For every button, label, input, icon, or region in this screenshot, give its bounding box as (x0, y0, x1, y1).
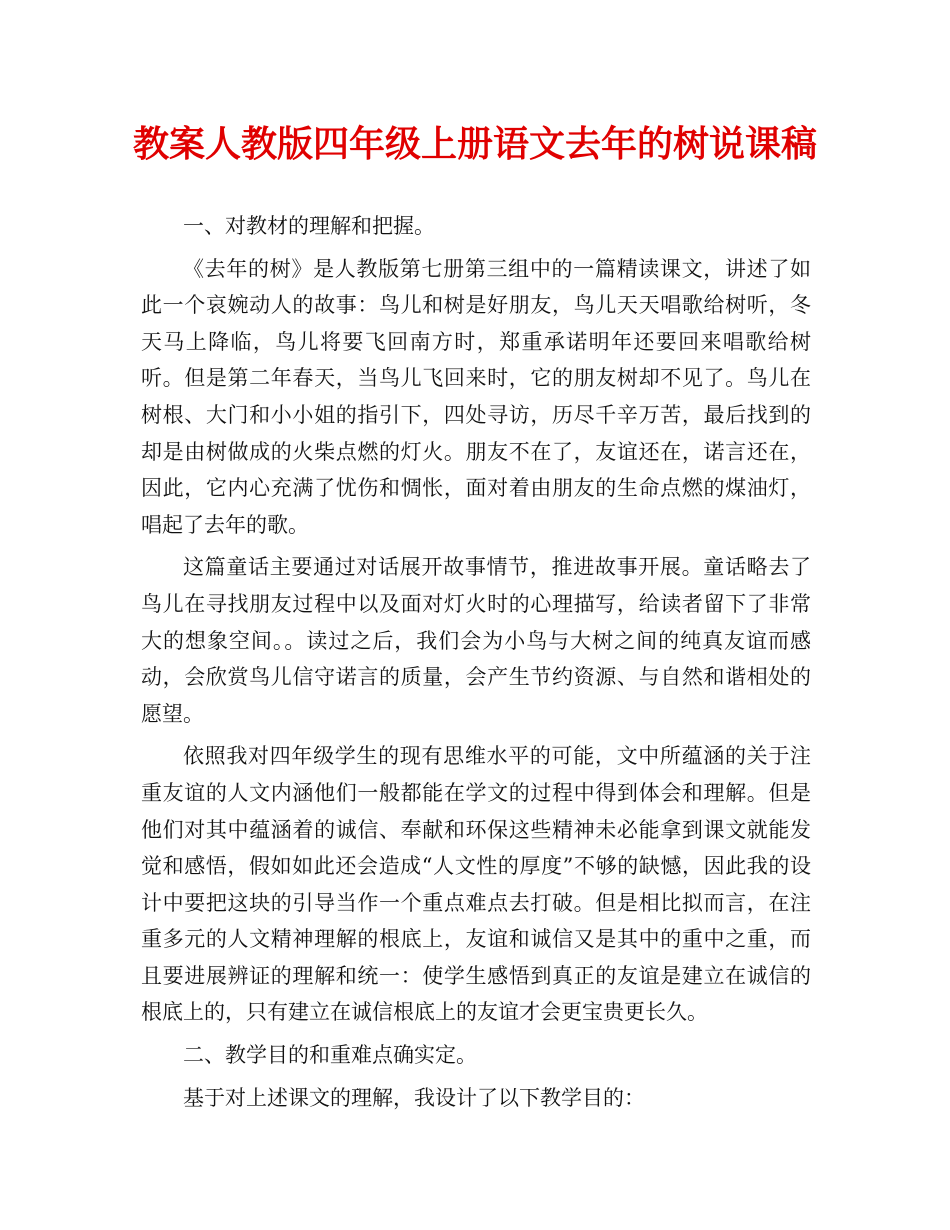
paragraph-text: 依照我对四年级学生的现有思维水平的可能，文中所蕴涵的关于注重友谊的人文内涵他们一般都能在学文的过程中得到体会和理解。但是他们对其中蕴涵着的诚信、奉献和环保这些精神未必能拿到课文就能发觉和感悟，假如如此还会造成“人文性的厚度”不够的缺憾，因此我的设计中要把这块的引导当作一个重点难点去打破。但是相比拟而言，在注重多元的人文精神理解的根底上，友谊和诚信又是其中的重中之重，而且要进展辨证的理解和统一：使学生感悟到真正的友谊是建立在诚信的根底上的，只有建立在诚信根底上的友谊才会更宝贵更长久。 (141, 744, 811, 1025)
paragraph-text: 这篇童话主要通过对话展开故事情节，推进故事开展。童话略去了鸟儿在寻找朋友过程中以及面对灯火时的心理描写，给读者留下了非常大的想象空间。。读过之后，我们会为小鸟与大树之间的纯真友谊而感动，会欣赏鸟儿信守诺言的质量，会产生节约资源、与自然和谐相处的愿望。 (141, 555, 811, 726)
paragraph-text: 基于对上述课文的理解，我设计了以下教学目的： (183, 1085, 645, 1110)
section-heading-2: 二、教学目的和重难点确实定。 (183, 1043, 477, 1068)
section-heading-1: 一、对教材的理解和把握。 (183, 214, 435, 238)
document-title: 教案人教版四年级上册语文去年的树说课稿 (132, 124, 817, 165)
paragraph-text: 《去年的树》是人教版第七册第三组中的一篇精读课文，讲述了如此一个哀婉动人的故事：鸟儿和树是好朋友，鸟儿天天唱歌给树听，冬天马上降临，鸟儿将要飞回南方时，郑重承诺明年还要回来唱歌给树听。但是第二年春天，当鸟儿飞回来时，它的朋友树却不见了。鸟儿在树根、大门和小小姐的指引下，四处寻访，历尽千辛万苦，最后找到的却是由树做成的火柴点燃的灯火。朋友不在了，友谊还在，诺言还在，因此，它内心充满了忧伤和惆怅，面对着由朋友的生命点燃的煤油灯，唱起了去年的歌。 (141, 256, 811, 537)
document-body (141, 208, 811, 1122)
